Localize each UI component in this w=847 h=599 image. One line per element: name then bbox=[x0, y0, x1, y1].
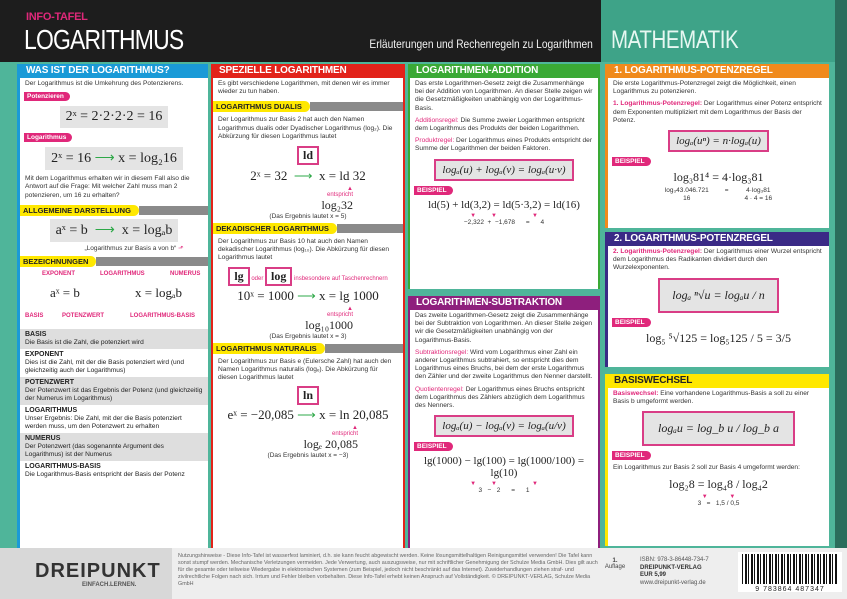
corresponds-label: entspricht bbox=[331, 431, 358, 438]
rule-body: Eine vorhandene Logarithmus-Basis a soll zu einer Basis b umgeformt werden. bbox=[613, 390, 810, 406]
terms-diagram bbox=[20, 269, 208, 329]
subheading bbox=[20, 205, 208, 216]
label-log-basis: LOGARITHMUS-BASIS bbox=[130, 312, 195, 319]
rule-text bbox=[410, 384, 598, 413]
abbreviations bbox=[213, 267, 403, 286]
barcode-icon bbox=[742, 554, 838, 584]
column-addition bbox=[408, 64, 600, 289]
def-text: Der Potenzwert ist das Ergebnis der Potenz (und gleichzeitig der Numerus im Logarithmus) bbox=[25, 386, 203, 402]
subheading bbox=[213, 101, 403, 112]
section-title: 1. LOGARITHMUS-POTENZREGEL bbox=[608, 64, 829, 78]
abbreviation-box: lg bbox=[228, 267, 249, 286]
page-subtitle: Erläuterungen und Rechenregeln zu Logarithmen bbox=[369, 37, 593, 51]
arrow-up-icon: ▲ bbox=[347, 186, 353, 193]
example-equation: ld(5) + ld(3,2) = ld(5·3,2) = ld(16) bbox=[428, 198, 580, 211]
arrow-up-icon: ⬏ bbox=[178, 244, 184, 252]
arrow-right-icon: ⟶ bbox=[297, 407, 316, 423]
arrow-down-icon: ▼ ▼ ▼ bbox=[470, 481, 538, 488]
eq-right: x = ln 20,085 bbox=[319, 407, 389, 423]
eq-log: x = logₐb bbox=[135, 284, 182, 300]
rule-label: Basiswechsel: bbox=[613, 390, 659, 397]
example-values: 3 − 2 = 1 bbox=[478, 487, 530, 495]
eq-left: eˣ = −20,085 bbox=[227, 407, 294, 423]
isbn: ISBN: 978-3-86448-734-7 bbox=[640, 557, 709, 563]
explanation: Der Logarithmus zur Basis e (Eulersche Zahl) hat auch den Namen Logarithmus naturalis (logₑ). Die Abkürzung für diesen Logarithmus lautet bbox=[218, 357, 392, 382]
eq-equivalent: logₑ 20,085 bbox=[303, 437, 358, 452]
eq-right: x = logₐb bbox=[121, 222, 173, 238]
def-term: LOGARITHMUS bbox=[25, 406, 78, 414]
rule-text bbox=[608, 98, 829, 127]
formula-box: logₐ(uⁿ) = n·logₐ(u) bbox=[668, 130, 769, 152]
def-term: NUMERUS bbox=[25, 434, 61, 442]
correspondence bbox=[213, 306, 403, 333]
eq-right: x = lg 1000 bbox=[319, 287, 379, 303]
def-text: Die Logarithmus-Basis entspricht der Basis der Potenz bbox=[25, 470, 185, 478]
example-values bbox=[608, 187, 829, 203]
equation bbox=[213, 168, 403, 184]
intro-text: Das zweite Logarithmen-Gesetz zeigt die Zusammenhänge bei der Subtraktion von Logarithmen. An dieser Stelle zeigen wir die Gesetzmäßigkeiten unabhängig von der Logarithmus-Basis. bbox=[415, 312, 593, 344]
rule-label: Quotientenregel: bbox=[415, 385, 464, 393]
example-equation: log₂8 = log₄8 / log₄2 bbox=[669, 476, 768, 491]
column-special-logs bbox=[211, 64, 405, 548]
rule-text bbox=[410, 115, 598, 135]
subheading-label: BEZEICHNUNGEN bbox=[20, 256, 96, 267]
price: EUR 5,99 bbox=[640, 572, 667, 578]
eq-equivalent: log₂32 bbox=[321, 198, 353, 213]
explanation: Der Logarithmus zur Basis 10 hat auch den Namen dekadischer Logarithmus (log₁₀). Die Abkürzung für diesen Logarithmus lautet bbox=[218, 238, 389, 262]
corresponds-label: entspricht bbox=[326, 311, 353, 318]
result-note: (Das Ergebnis lautet x = −3) bbox=[267, 452, 349, 460]
column-subtraction bbox=[408, 296, 600, 548]
edition-number: 1. bbox=[612, 558, 618, 564]
subheading-label: DEKADISCHER LOGARITHMUS bbox=[213, 223, 337, 234]
example-text: Ein Logarithmus zur Basis 2 soll zur Basis 4 umgeformt werden: bbox=[613, 464, 800, 472]
eq-left: 2ˣ = 32 bbox=[250, 168, 288, 184]
value-left: log₃43.046.721 bbox=[664, 187, 709, 195]
rule-body: Der Logarithmus einer Wurzel entspricht dem Logarithmus des Radikanten dividiert durch den Wurzelexponenten. bbox=[613, 248, 822, 272]
arrow-down-icon: ▼ ▼ ▼ bbox=[470, 212, 538, 219]
formula-box: logₐ(u) + logₐ(v) = logₐ(u·v) bbox=[434, 159, 573, 181]
value-left-result: 16 bbox=[683, 195, 691, 203]
rule-label: Produktregel: bbox=[415, 137, 455, 145]
publisher-logo bbox=[0, 548, 172, 599]
correspondence bbox=[213, 425, 403, 452]
pill-label: Potenzieren bbox=[24, 92, 70, 101]
publisher: DREIPUNKT-VERLAG bbox=[640, 564, 702, 571]
def-term: BASIS bbox=[25, 330, 47, 338]
value-right: 4·log₃81 bbox=[746, 187, 771, 195]
edition-label: Auflage bbox=[604, 564, 626, 570]
corresponds-label: entspricht bbox=[326, 192, 353, 199]
arrow-right-icon: ⟶ bbox=[94, 222, 115, 238]
equation bbox=[213, 407, 403, 423]
subheading bbox=[213, 223, 403, 234]
rule-label: Subtraktionsregel: bbox=[415, 348, 469, 356]
section-title: LOGARITHMEN-ADDITION bbox=[410, 64, 598, 78]
pill-example: BEISPIEL bbox=[414, 186, 453, 195]
brand-name: DREIPUNKT bbox=[35, 560, 161, 582]
pill-example: BEISPIEL bbox=[612, 451, 651, 460]
label-logarithmus: LOGARITHMUS bbox=[100, 270, 145, 277]
eq-equivalent: log₁₀1000 bbox=[305, 317, 353, 332]
rule-text bbox=[410, 347, 598, 384]
label-numerus: NUMERUS bbox=[170, 270, 201, 277]
subheading-label: LOGARITHMUS DUALIS bbox=[213, 101, 310, 112]
arrow-right-icon: ⟶ bbox=[297, 287, 316, 303]
equation bbox=[50, 219, 179, 242]
rule-body: Der Logarithmus einer Potenz entspricht dem Exponenten multipliziert mit dem Logarithmus der Basis der Potenz. bbox=[613, 100, 822, 124]
brand-slogan: EINFACH.LERNEN. bbox=[82, 582, 137, 588]
def-text: Die Basis ist die Zahl, die potenziert wird bbox=[25, 338, 144, 346]
equals-sign: = bbox=[724, 187, 729, 195]
eq-right: x = ld 32 bbox=[319, 168, 366, 184]
equation bbox=[213, 288, 403, 304]
column-power-rule-2 bbox=[605, 232, 829, 367]
value-right-result: 4 · 4 = 16 bbox=[744, 195, 773, 203]
or-label: oder bbox=[251, 275, 264, 282]
rule-text bbox=[608, 388, 829, 408]
category-banner bbox=[601, 0, 847, 62]
calculator-hint: insbesondere auf Taschenrechnern bbox=[294, 275, 388, 282]
eq-left: 2ˣ = 16 bbox=[51, 151, 92, 167]
def-text: Dies ist die Zahl, mit der die Basis potenziert wird (und gleichzeitig auch der Logarithmus) bbox=[25, 358, 185, 374]
example-equation: log₅ ⁵√125 = log₅125 / 5 = 3/5 bbox=[645, 330, 791, 345]
example-equation: log₃81⁴ = 4·log₃81 bbox=[673, 170, 764, 185]
def-text: Unser Ergebnis: Die Zahl, mit der die Basis potenziert werden muss, um den Potenzwert zu erhalten bbox=[25, 414, 182, 430]
arrow-right-icon: ⟶ bbox=[94, 151, 115, 167]
definition bbox=[20, 349, 208, 377]
result-note: (Das Ergebnis lautet x = 5) bbox=[269, 213, 347, 221]
barcode-digits: 9 783864 487347 bbox=[755, 586, 825, 593]
def-term: LOGARITHMUS-BASIS bbox=[25, 462, 101, 470]
example-values: −2,322 + −1,678 = 4 bbox=[463, 218, 545, 226]
correspondence bbox=[213, 186, 403, 213]
page-title: LOGARITHMUS bbox=[24, 24, 184, 55]
pill-example: BEISPIEL bbox=[612, 157, 651, 166]
website: www.dreipunkt-verlag.de bbox=[640, 579, 706, 586]
rule-text bbox=[410, 135, 598, 155]
note-text: „Logarithmus zur Basis a von b“ bbox=[84, 244, 177, 252]
intro-text: Der Logarithmus ist die Umkehrung des Potenzierens. bbox=[25, 80, 184, 87]
header-tag: INFO-TAFEL bbox=[26, 11, 88, 23]
label-potenzwert: POTENZWERT bbox=[62, 312, 104, 319]
usage-disclaimer: Nutzungshinweise - Diese Info-Tafel ist wasserfest laminiert, d.h. sie kann feucht abgewischt werden. Keine lösungsmittelhaltigen Reinigungsmittel verwenden! Die Tafel kann sonst stumpf werden. Mechanische Verletzungen vermeiden. Jede Verwertung, auch auszugsweise, nur mit schriftlicher Genehmigung der Schulze Media GmbH. Dies gilt auch für die gesamte oder teilweise Wiedergabe in elektronischen Systemen (zum Beispiel, jedoch nicht beschränkt auf das Internet). Zuwiderhandlungen ziehen straf- und zivilrechtliche Folgen nach sich. Irrtum und Fehler bleiben vorbehalten. Diese Info-Tafel erhebt keinen Anspruch auf Vollständigkeit. © DREIPUNKT-VERLAG, Schulze Media GmbH bbox=[178, 553, 598, 587]
subheading bbox=[20, 256, 208, 267]
pointer-note bbox=[20, 245, 208, 253]
intro-text: Es gibt verschiedene Logarithmen, mit denen wir es immer wieder zu tun haben. bbox=[218, 80, 390, 96]
abbreviation-box: log bbox=[265, 267, 292, 286]
pill-example: BEISPIEL bbox=[612, 318, 651, 327]
section-title: 2. LOGARITHMUS-POTENZREGEL bbox=[608, 232, 829, 246]
eq-left: aˣ = b bbox=[55, 222, 88, 238]
column-base-change bbox=[605, 374, 829, 546]
formula-box: logₐ ⁿ√u = logₐu / n bbox=[658, 278, 778, 313]
arrow-right-icon: ⟶ bbox=[293, 168, 313, 184]
pill-label: Logarithmus bbox=[24, 133, 72, 142]
equation bbox=[45, 147, 183, 170]
rule-label: Additionsregel: bbox=[415, 116, 459, 124]
example-values: 3 = 1,5 / 0,5 bbox=[697, 499, 740, 507]
rule-label: 2. Logarithmus-Potenzregel: bbox=[613, 248, 703, 255]
rule-body: Die Summe zweier Logarithmen entspricht dem Logarithmus des Produkts der beiden Logarithmen. bbox=[415, 116, 585, 133]
def-text: Der Potenzwert (das sogenannte Argument des Logarithmus) ist der Numerus bbox=[25, 442, 164, 458]
formula-box: logₐu = log_b u / log_b a bbox=[642, 411, 795, 446]
arrow-up-icon: ▲ bbox=[347, 305, 353, 312]
pill-example: BEISPIEL bbox=[414, 442, 453, 451]
intro-text: Die erste Logarithmus-Potenzregel zeigt die Möglichkeit, einen Logarithmus zu potenzieren. bbox=[613, 80, 796, 96]
intro-text: Das erste Logarithmen-Gesetz zeigt die Zusammenhänge bei der Addition von Logarithmen. An dieser Stelle zeigen wir die Gesetzmäßigkeiten unabhängig von der Logarithmus-Basis. bbox=[415, 80, 593, 112]
category-label: MATHEMATIK bbox=[611, 26, 739, 54]
arrow-down-icon: ▼ ▼ bbox=[701, 493, 736, 500]
example-equation: lg(1000) − lg(100) = lg(1000/100) = lg(10) bbox=[423, 455, 585, 480]
definition bbox=[20, 433, 208, 461]
section-title: BASISWECHSEL bbox=[608, 374, 829, 388]
equation: 2ˣ = 2·2·2·2 = 16 bbox=[60, 106, 169, 128]
subheading-label: ALLGEMEINE DARSTELLUNG bbox=[20, 205, 139, 216]
definition bbox=[20, 461, 208, 481]
eq-right: x = log₂16 bbox=[118, 151, 177, 167]
publication-info bbox=[640, 557, 709, 587]
edition bbox=[604, 558, 626, 570]
rule-label: 1. Logarithmus-Potenzregel: bbox=[613, 100, 703, 108]
section-title: WAS IST DER LOGARITHMUS? bbox=[20, 64, 208, 78]
rule-body: Der Logarithmus eines Produkts entspricht der Summe der Logarithmen der beiden Faktoren. bbox=[415, 137, 593, 153]
abbreviation-box: ld bbox=[297, 146, 319, 165]
label-exponent: EXPONENT bbox=[42, 270, 76, 277]
section-title: LOGARITHMEN-SUBTRAKTION bbox=[410, 296, 598, 310]
column-power-rule-1 bbox=[605, 64, 829, 228]
footer bbox=[0, 548, 847, 599]
formula-box: logₐ(u) − logₐ(v) = logₐ(u/v) bbox=[434, 415, 573, 437]
barcode bbox=[738, 552, 842, 592]
subheading-label: LOGARITHMUS NATURALIS bbox=[213, 343, 325, 354]
arrow-up-icon: ▲ bbox=[352, 425, 358, 432]
definition bbox=[20, 377, 208, 405]
definition bbox=[20, 329, 208, 349]
eq-left: 10ˣ = 1000 bbox=[237, 287, 294, 303]
subheading bbox=[213, 343, 403, 354]
explanation: Mit dem Logarithmus erhalten wir in diesem Fall also die Antwort auf die Frage: Mit welcher Zahl muss man 2 potenzieren, um 16 zu erhalten? bbox=[25, 175, 190, 199]
rule-body: Wird vom Logarithmus einer Zahl ein anderer Logarithmus subtrahiert, so entspricht dies dem Logarithmus eines Bruchs, bei dem der erste Logarithmus den Zähler und der zweite Logarithmus den Nenner darstellt. bbox=[415, 348, 593, 381]
definition bbox=[20, 405, 208, 433]
eq-power: aˣ = b bbox=[50, 284, 80, 300]
explanation: Der Logarithmus zur Basis 2 hat auch den Namen Logarithmus dualis oder Dyadischer Logarithmus (log₂). Die Abkürzung für diesen Logarithmus lautet bbox=[218, 116, 393, 140]
section-title: SPEZIELLE LOGARITHMEN bbox=[213, 64, 403, 78]
result-note: (Das Ergebnis lautet x = 3) bbox=[269, 332, 347, 340]
abbreviation-box: ln bbox=[297, 386, 319, 405]
header bbox=[0, 0, 601, 62]
right-edge-strip bbox=[835, 0, 847, 599]
def-term: EXPONENT bbox=[25, 350, 64, 358]
def-term: POTENZWERT bbox=[25, 378, 74, 386]
label-basis: BASIS bbox=[25, 312, 44, 319]
left-edge-strip bbox=[0, 62, 16, 548]
rule-text bbox=[608, 246, 829, 275]
rule-body: Der Logarithmus eines Bruchs entspricht dem Logarithmus des Zählers abzüglich dem Logarithmus des Nenners. bbox=[415, 385, 585, 410]
column-basics bbox=[17, 64, 208, 548]
